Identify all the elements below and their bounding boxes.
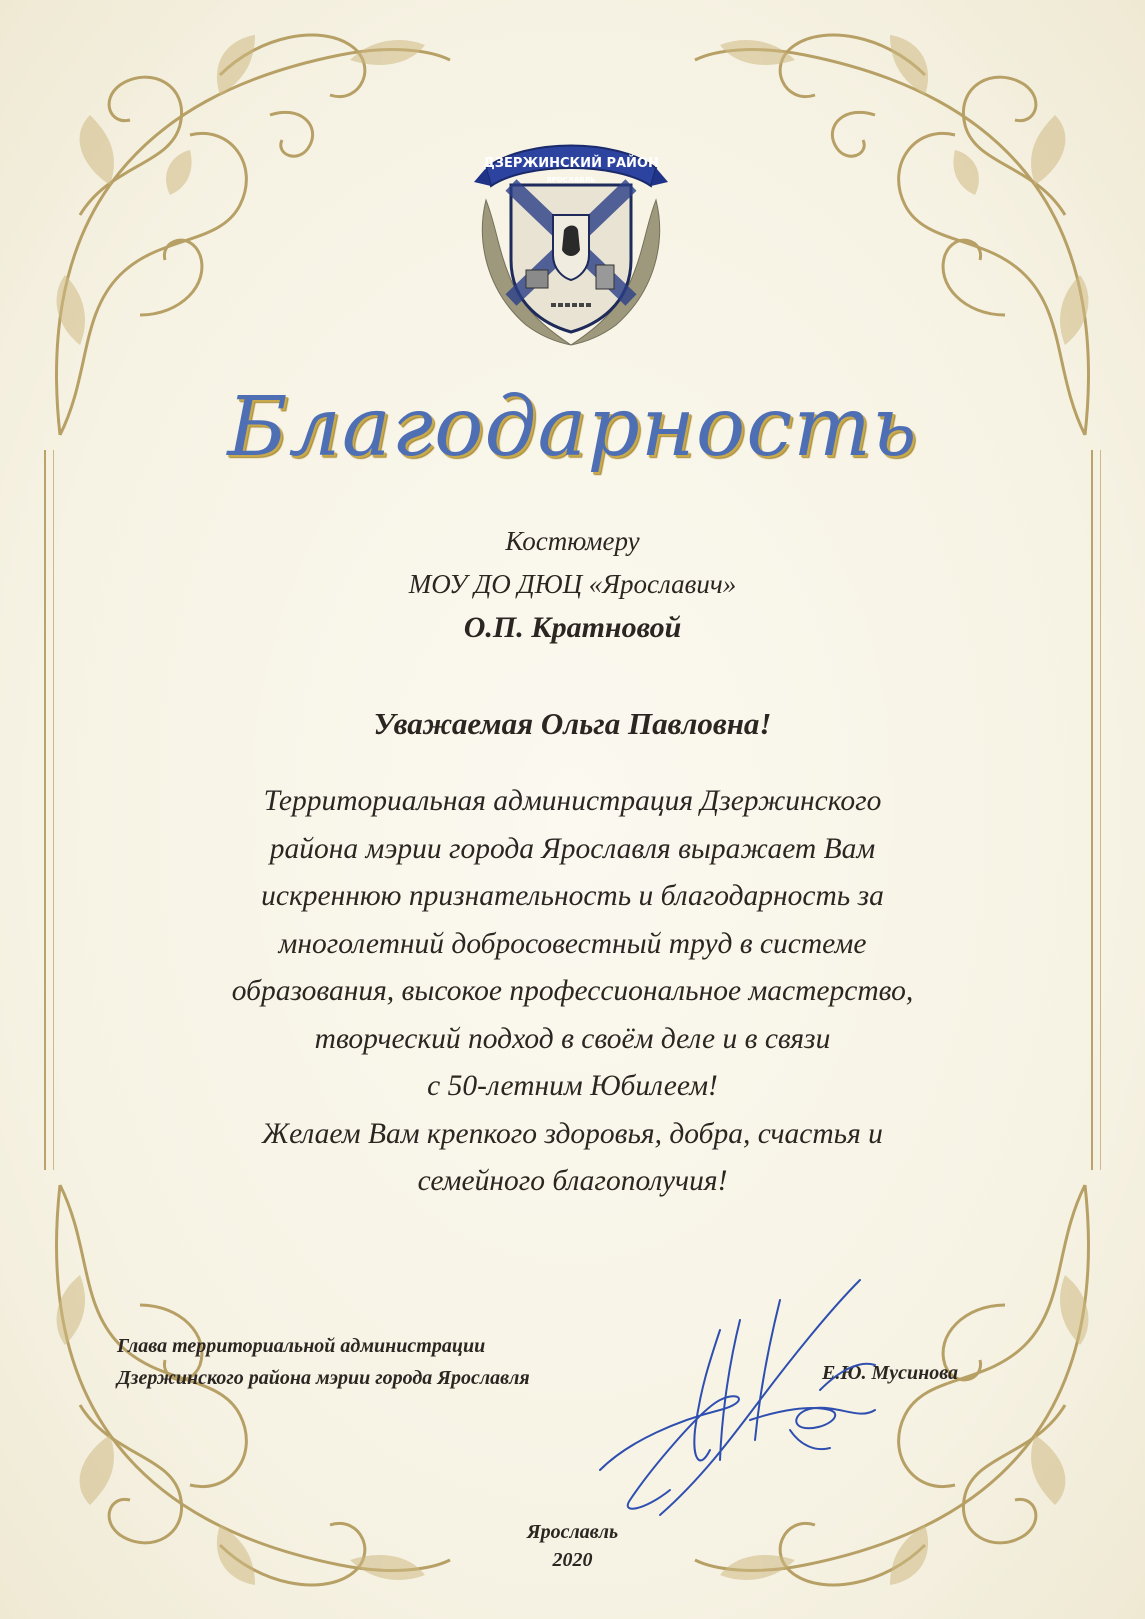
body-line: Желаем Вам крепкого здоровья, добра, счастья и (262, 1117, 883, 1150)
signatory-title (117, 1330, 530, 1394)
signatory-line-1: Глава территориальной администрации (117, 1335, 486, 1357)
body-line: творческий подход в своём деле и в связи (314, 1022, 831, 1055)
body-line: района мэрии города Ярославля выражает Вам (269, 832, 876, 865)
signatory-line-2: Дзержинского района мэрии города Ярославля (117, 1367, 530, 1389)
place-city: Ярославль (526, 1521, 619, 1543)
recipient-position: Костюмеру (505, 526, 640, 556)
recipient-organization: МОУ ДО ДЮЦ «Ярославич» (408, 569, 737, 599)
body-line: Территориальная администрация Дзержинского (263, 785, 882, 817)
place-and-year (0, 1518, 1145, 1574)
body-line: семейного благополучия! (417, 1165, 728, 1197)
greeting: Уважаемая Ольга Павловна! (373, 706, 772, 741)
certificate-title: Благодарность (227, 380, 918, 475)
body-text (110, 778, 1035, 1206)
district-emblem (456, 120, 686, 350)
body-line: многолетний добросовестный труд в системе (278, 927, 867, 960)
body-line: образования, высокое профессиональное мастерство, (231, 975, 914, 1007)
recipient-block (0, 520, 1145, 649)
body-line: с 50-летним Юбилеем! (427, 1070, 718, 1102)
recipient-name: О.П. Кратновой (463, 611, 682, 644)
signatory-name: Е.Ю. Мусинова (822, 1362, 959, 1384)
handwritten-signature (590, 1270, 890, 1540)
place-year: 2020 (552, 1549, 593, 1571)
emblem-city-text: ЯРОСЛАВЛЬ (546, 176, 596, 184)
body-line: искреннюю признательность и благодарность за (261, 880, 884, 912)
emblem-ribbon-text: ДЗЕРЖИНСКИЙ РАЙОН (483, 156, 659, 171)
